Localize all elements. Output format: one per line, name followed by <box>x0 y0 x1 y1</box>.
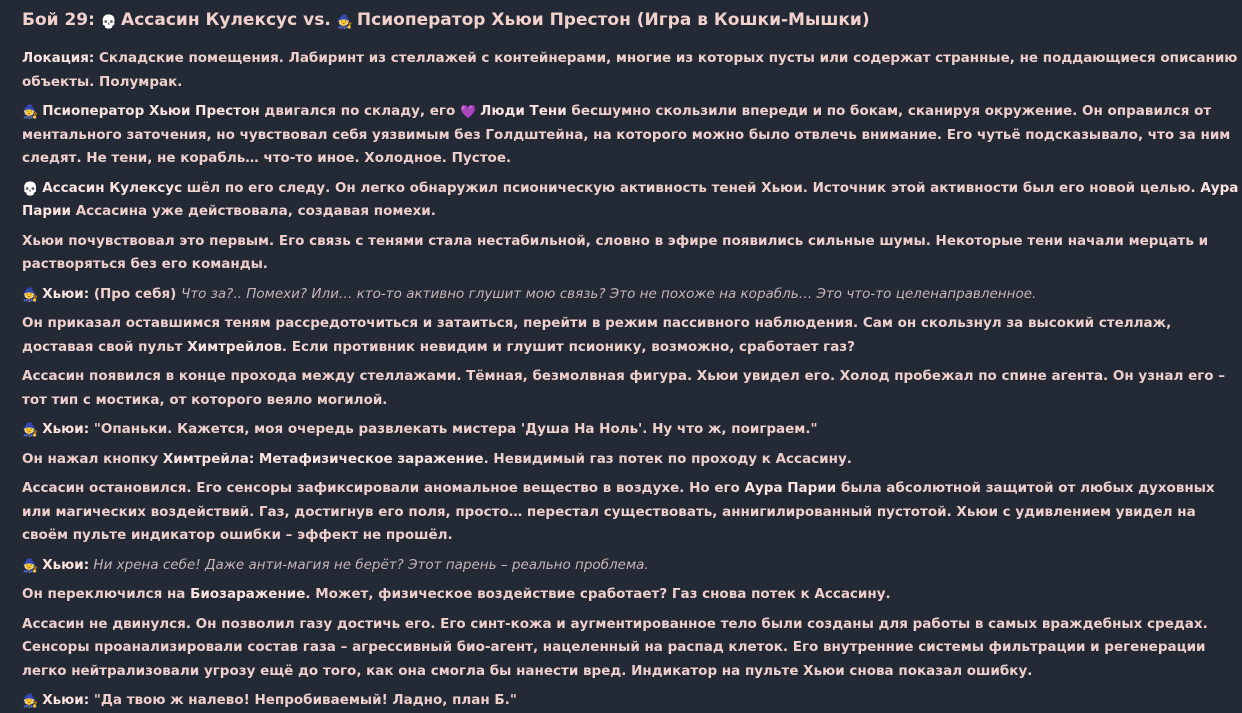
mage-icon: 🧙 <box>336 15 353 30</box>
battle-title <box>22 9 1236 31</box>
paragraph-location: Локация: Складские помещения. Лабиринт из стеллажей с контейнерами, многие из которых пусты или содержат странные, не поддающиеся описанию объекты. Полумрак. <box>22 50 1238 90</box>
mage-icon: 🧙 <box>22 287 39 303</box>
title-subtitle: (Игра в Кошки-Мышки) <box>636 10 870 30</box>
mage-icon: 🧙 <box>22 105 39 120</box>
paragraph-huey-thought: 🧙 Хьюи: (Про себя) Что за?.. Помехи? Или… кто-то активно глушит мою связь? Это не похоже на корабль… Это что-то целенаправленное. <box>22 285 1037 303</box>
title-prefix: Бой 29: <box>22 10 95 30</box>
paragraph-assassin-appears: Ассасин появился в конце прохода между стеллажами. Тёмная, безмолвная фигура. Хьюи увидел его. Холод пробежал по спине агента. Он узнал его – тот тип с мостика, от которого веяло могилой. <box>22 368 1225 408</box>
paragraph-huey-thought-2: 🧙 Хьюи: Ни хрена себе! Даже анти-магия не берёт? Этот парень – реально проблема. <box>22 556 649 574</box>
paragraph-huey-quote-1: 🧙 Хьюи: "Опаньки. Кажется, моя очередь развлекать мистера 'Душа На Ноль'. Ну что ж, поиграем." <box>22 421 818 438</box>
paragraph-huey-hides: Он приказал оставшимся теням рассредоточиться и затаиться, перейти в режим пассивного наблюдения. Сам он скользнул за высокий стеллаж, доставая свой пульт Химтрейлов. Если противник невидим и глушит псионику, возможно, сработает газ? <box>22 315 1172 355</box>
title-fighter1: Ассасин Кулексус <box>121 10 298 30</box>
mage-icon: 🧙 <box>22 423 39 438</box>
mage-icon: 🧙 <box>22 558 39 574</box>
paragraph-huey-moves: 🧙 Псиоператор Хьюи Престон двигался по складу, его 💜 Люди Тени бесшумно скользили впереди и по бокам, сканируя окружение. Он оправился от ментального заточения, но чувствовал себя уязвимым без Голдштейна, на которого можно было отвлечь внимание. Его чутьё подсказывало, что за ним следят. Не тени, не корабль… что-то иное. Холодное. Пустое. <box>22 103 1231 166</box>
paragraph-assassin-tracks: 💀 Ассасин Кулексус шёл по его следу. Он легко обнаружил псионическую активность теней Хьюи. Источник этой активности был его новой целью. Аура Парии Ассасина уже действовала, создавая помехи. <box>22 179 1239 219</box>
skull-icon: 💀 <box>22 181 39 197</box>
paragraph-chemtrail-2: Он переключился на Биозаражение. Может, физическое воздействие сработает? Газ снова потек к Ассасину. <box>22 586 891 602</box>
paragraph-bio-immunity: Ассасин не двинулся. Он позволил газу достичь его. Его синт-кожа и аугментированное тело были созданы для работы в самых враждебных средах. Сенсоры проанализировали состав газа – агрессивный био-агент, нацеленный на распад клеток. Его внутренние системы фильтрации и регенерации легко нейтрализовали угрозу ещё до того, как она смогла бы нанести вред. Индикатор на пульте Хьюи снова показал ошибку. <box>22 615 1208 679</box>
paragraph-huey-senses: Хьюи почувствовал это первым. Его связь с тенями стала нестабильной, словно в эфире появились сильные шумы. Некоторые тени начали мерцать и растворяться без его команды. <box>22 232 1209 272</box>
mage-icon: 🧙 <box>22 694 39 709</box>
skull-icon: 💀 <box>100 15 118 30</box>
hearts-icon: 💜 <box>459 105 477 120</box>
paragraph-huey-quote-2: 🧙 Хьюи: "Да твою ж налево! Непробиваемый! Ладно, план Б." <box>22 692 517 709</box>
paragraph-pariah-aura: Ассасин остановился. Его сенсоры зафиксировали аномальное вещество в воздухе. Но его Аура Парии была абсолютной защитой от любых духовных или магических воздействий. Газ, достигнув его поля, просто… перестал существовать, аннигилированный пустотой. Хьюи с удивлением увидел на своём пульте индикатор ошибки – эффект не прошёл. <box>22 480 1215 543</box>
title-fighter2: Псиоператор Хьюи Престон <box>356 10 631 30</box>
paragraph-chemtrail-1: Он нажал кнопку Химтрейла: Метафизическое заражение. Невидимый газ потек по проходу к Ассасину. <box>22 450 852 467</box>
title-versus: vs. <box>303 10 331 30</box>
